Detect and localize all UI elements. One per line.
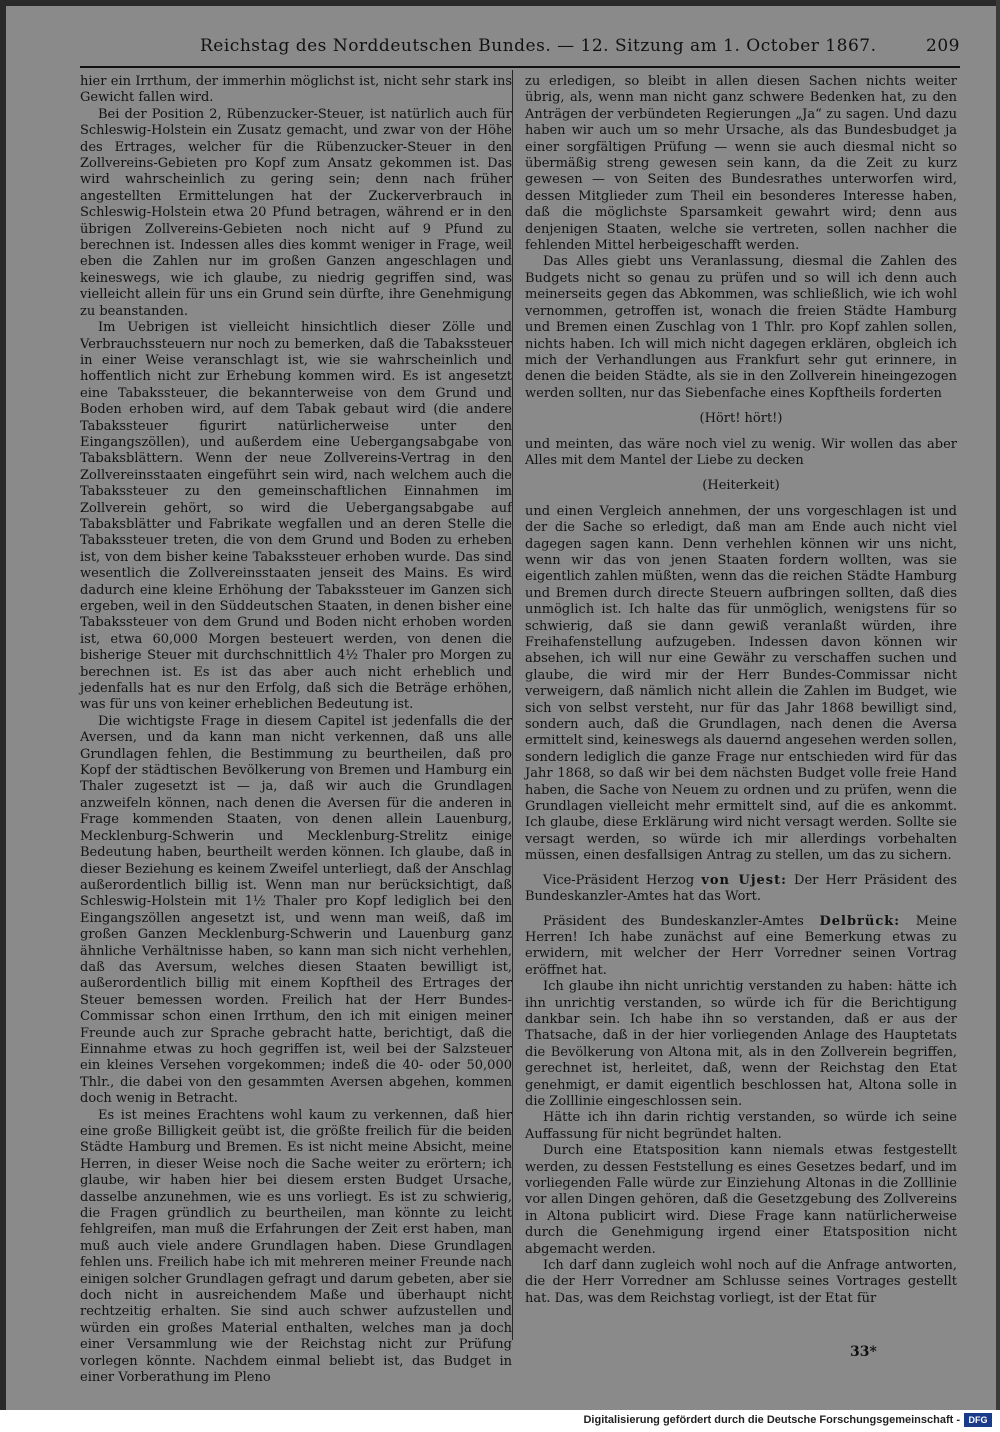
interjection: (Heiterkeit) xyxy=(702,478,780,494)
scan-edge-right xyxy=(996,0,1000,1410)
header-rule xyxy=(80,66,960,68)
paragraph: hier ein Irrthum, der immerhin möglichst ist, nicht sehr stark ins Gewicht fallen wird. xyxy=(80,74,512,106)
dfg-logo: DFG xyxy=(964,1413,992,1427)
paragraph: zu erledigen, so bleibt in allen diesen Sachen nichts weiter übrig, als, wenn man nicht ganz schwere Bedenken hat, zu den Anträgen der verbündeten Regierungen „Ja“ zu sagen. Und dazu haben wir auch um so mehr Ursache, als das Bundesbudget ja einer sorgfältigen Prüfung — wenn sie auch diesmal nicht so übermäßig streng gewesen sein kann, da die Zeit zu kurz gewesen — von Seiten des Bundesrathes unterworfen wird, dessen Mitglieder zum Theil ein besonderes Interesse haben, daß die möglichste Sparsamkeit gewahrt wird; denn aus denjenigen Staaten, welche sie vertreten, sollen nachher die fehlenden Mittel herbeigeschafft werden. xyxy=(525,74,957,254)
speech-text: Der Herr Präsident des Bundeskanzler-Amtes hat das Wort. xyxy=(525,872,958,905)
scan-edge-left xyxy=(0,0,6,1410)
running-title: Reichstag des Norddeutschen Bundes. — 12. Sitzung am 1. October 1867. xyxy=(200,36,877,56)
footer-bar xyxy=(0,1410,1000,1432)
speaker-role: Vice-Präsident Herzog xyxy=(543,872,702,888)
paragraph: Bei der Position 2, Rübenzucker-Steuer, ist natürlich auch für Schleswig-Holstein ein Zusatz gemacht, und zwar von der Höhe des Ertrages, welcher für die Rübenzucker-Steuer in den Zollvereins-Gebieten pro Kopf zum Ansatz gekommen ist. Das wird wahrscheinlich zu gering sein; denn nach früher angestellten Ermittelungen hat der Zuckerverbrauch in Schleswig-Holstein etwa 20 Pfund betragen, während er in den übrigen Zollvereins-Gebieten noch nicht auf 9 Pfund zu berechnen ist. Indessen alles dies kommt weniger in Frage, weil eben die Zahlen nur im großen Ganzen angeschlagen und keineswegs, wie ich glaube, zu niedrig gegriffen sind, was vielleicht allein für uns ein Grund sein dürfte, ihre Genehmigung zu beanstanden. xyxy=(80,106,512,319)
speaker-paragraph xyxy=(525,873,957,906)
page-number: 209 xyxy=(926,36,960,56)
paragraph: und einen Vergleich annehmen, der uns vorgeschlagen ist und der die Sache so erledigt, daß man am Ende auch nicht viel dagegen sagen kann. Denn verhehlen können wir uns nicht, wenn wir das von jenen Staaten fordern wollten, was sie eigentlich zahlen müßten, wenn das die reichen Städte Hamburg und Bremen durch directe Steuern aufbringen sollten, daß dies unmöglich ist. Ich halte das für unmöglich, wenigstens für so schwierig, daß sie dann gewiß veranlaßt würden, ihre Freihafenstellung aufzugeben. Indessen davon können wir absehen, ich will nur eine Gewähr zu verschaffen suchen und glaube, die wird mir der Herr Bundes-Commissar nicht verweigern, daß nämlich nicht allein die Zahlen im Budget, wie sich von selbst versteht, nur für das Jahr 1868 bewilligt sind, sondern auch, daß die Grundlagen, nach denen die Aversa ermittelt sind, keineswegs als dauernd angesehen werden sollen, sondern lediglich die ganze Frage nur entschieden wird für das Jahr 1868, so daß wir bei dem nächsten Budget volle freie Hand haben, die Sache von Neuem zu ordnen und zu prüfen, wenn die Grundlagen vielleicht mehr ermittelt sind, auf die es ankommt. Ich glaube, diese Erklärung wird nicht versagt werden. Sollte sie versagt werden, so würde ich mir allerdings vorbehalten müssen, einen desfallsigen Antrag zu stellen, um das zu sichern. xyxy=(525,503,957,864)
speaker-name: Delbrück: xyxy=(819,913,901,929)
page-header xyxy=(200,36,960,62)
paragraph: Die wichtigste Frage in diesem Capitel ist jedenfalls die der Aversen, und da kann man nicht verkennen, daß uns alle Grundlagen fehlen, die Bestimmung zu beurtheilen, daß pro Kopf der städtischen Bevölkerung von Bremen und Hamburg ein Thaler zugesetzt ist — ja, daß wir auch die Grundlagen anzweifeln können, nach denen die Aversen für die anderen in Frage kommenden Staaten, von denen allein Lauenburg, Mecklenburg-Schwerin und Mecklenburg-Strelitz einige Bedeutung haben, beurtheilt werden können. Ich glaube, daß in dieser Beziehung es keinem Zweifel unterliegt, daß der Anschlag außerordentlich billig ist. Wenn man nur berücksichtigt, daß Schleswig-Holstein mit 1½ Thaler pro Kopf lediglich bei den Eingangszöllen angesetzt ist, und wenn man weiß, daß im großen Ganzen Mecklenburg-Schwerin und Lauenburg ganz ähnliche Verhältnisse haben, so kann man sich nicht verhehlen, daß das Aversum, welches diesen Staaten bewilligt ist, außerordentlich billig mit einem Kopftheil des Ertrages der Steuer bemessen worden. Freilich hat der Herr Bundes-Commissar schon einen Irrthum, den ich mit einigen meiner Freunde auch zur Sprache gebracht hatte, berichtigt, daß die Einnahme etwas zu hoch gegriffen ist, weil bei der Salzsteuer ein kleines Versehen vorgekommen; indeß die 40- oder 50,000 Thlr., die dabei von den gesammten Aversen abgehen, kommen doch wenig in Betracht. xyxy=(80,713,512,1107)
paragraph: Es ist meines Erachtens wohl kaum zu verkennen, daß hier eine große Billigkeit geübt ist, die größte freilich für die beiden Städte Hamburg und Bremen. Es ist nicht meine Absicht, meine Herren, in dieser Weise noch die Sache weiter zu erörtern; ich glaube, wir haben hier bei diesem ersten Budget Ursache, dasselbe anzunehmen, wie es uns vorliegt. Es ist zu schwierig, die Fragen gründlich zu beurtheilen, man könnte zu leicht fehlgreifen, man muß die Erfahrungen der Zeit erst haben, man muß auch viele andere Grundlagen haben. Diese Grundlagen fehlen uns. Freilich habe ich mit mehreren meiner Freunde nach einigen solcher Grundlagen gefragt und darum gebeten, aber sie doch nicht in ausreichendem Maße und überhaupt nicht rechtzeitig erhalten. Sie sind auch schwer aufzustellen und würden ein großes Material enthalten, welches man ja doch einer Versammlung wie der Reichstag nicht zur Prüfung vorlegen könnte. Nachdem einmal beliebt ist, das Budget in einer Vorberathung im Pleno xyxy=(80,1107,512,1386)
speaker-name: von Ujest: xyxy=(701,872,787,888)
speech-text: Meine Herren! Ich habe zunächst auf eine Bemerkung etwas zu erwidern, mit welcher der Herr Vorredner seinen Vortrag eröffnet hat. xyxy=(525,913,957,978)
column-divider xyxy=(512,70,513,1340)
left-column xyxy=(80,74,512,1387)
funding-notice: Digitalisierung gefördert durch die Deutsche Forschungsgemeinschaft - xyxy=(583,1414,960,1426)
right-column xyxy=(525,74,957,1307)
paragraph: Ich darf dann zugleich wohl noch auf die Anfrage antworten, die der Herr Vorredner am Schlusse seines Vortrages gestellt hat. Das, was dem Reichstag vorliegt, ist der Etat für xyxy=(525,1258,957,1306)
speaker-paragraph xyxy=(525,914,957,980)
printer-signature: 33* xyxy=(850,1344,877,1360)
speaker-role: Präsident des Bundeskanzler-Amtes xyxy=(543,913,820,929)
paragraph: Durch eine Etatsposition kann niemals etwas festgestellt werden, zu dessen Feststellung es eines Gesetzes bedarf, und im vorliegenden Falle würde zur Einziehung Altonas in die Zolllinie vor allen Dingen gehören, daß die Gesetzgebung des Zollvereins in Altona publicirt wird. Diese Frage kann natürlicherweise durch die Genehmigung irgend einer Etatsposition nicht abgemacht werden. xyxy=(525,1143,957,1257)
paragraph: Im Uebrigen ist vielleicht hinsichtlich dieser Zölle und Verbrauchssteuern nur noch zu bemerken, daß die Tabakssteuer in einer Weise veranschlagt ist, wie sie wahrscheinlich und hoffentlich nicht zur Erhebung kommen wird. Es ist angesetzt eine Tabakssteuer, die bekannterweise von dem Grund und Boden erhoben wird, auf dem Tabak gebaut wird (die andere Tabakssteuer figurirt natürlicherweise unter den Eingangszöllen), und außerdem eine Uebergangsabgabe von Tabaksblättern. Wenn der neue Zollvereins-Vertrag in den Zollvereinsstaaten eingeführt sein wird, nach welchem auch die Tabakssteuer zu den gemeinschaftlichen Einnahmen im Zollverein gehört, so wird die Uebergangsabgabe auf Tabaksblätter und Fabrikate wegfallen und an deren Stelle die Tabakssteuer treten, die von dem Grund und Boden zu erheben ist, von dem bisher keine Tabakssteuer erhoben wurde. Das sind wesentlich die Zollvereinsstaaten jenseit des Mains. Es wird dadurch eine kleine Erhöhung der Tabakssteuer im Ganzen sich ergeben, weil in den Süddeutschen Staaten, in denen bisher eine Tabakssteuer von dem Grund und Boden nicht erhoben worden ist, etwa 60,000 Morgen besteuert werden, von denen die bisherige Steuer mit durchschnittlich 4½ Thaler pro Morgen zu berechnen ist. Es ist das aber auch nicht erheblich und jedenfalls hat es nur den Erfolg, daß sich die Beträge erhöhen, was für uns von keiner erheblichen Bedeutung ist. xyxy=(80,320,512,713)
interjection: (Hört! hört!) xyxy=(699,411,783,427)
paragraph: Hätte ich ihn darin richtig verstanden, so würde ich seine Auffassung für nicht begründet halten. xyxy=(525,1110,957,1142)
paragraph: Das Alles giebt uns Veranlassung, diesmal die Zahlen des Budgets nicht so genau zu prüfen und so will ich denn auch meinerseits gegen das Abkommen, was schließlich, wie ich wohl vernommen, getroffen ist, wonach die freien Städte Hamburg und Bremen einen Zuschlag von 1 Thlr. pro Kopf zahlen sollen, nichts haben. Ich will mich nicht dagegen erklären, obgleich ich mich der Verhandlungen aus Frankfurt sehr gut erinnere, in denen die beiden Städte, als sie in den Zollverein hineingezogen werden sollten, nur das Siebenfache eines Kopftheils forderten xyxy=(525,254,957,401)
paragraph: und meinten, das wäre noch viel zu wenig. Wir wollen das aber Alles mit dem Mantel der Liebe zu decken xyxy=(525,436,957,468)
scan-edge-top xyxy=(0,0,1000,6)
paragraph: Ich glaube ihn nicht unrichtig verstanden zu haben: hätte ich ihn unrichtig verstanden, so würde ich für die Berichtigung dankbar sein. Ich habe ihn so verstanden, daß er aus der Thatsache, daß in der hier vorliegenden Anlage des Hauptetats die Bevölkerung von Altona mit, als in den Zollverein begriffen, gerechnet ist, herleitet, daß, wenn der Reichstag den Etat genehmigt, er damit eigentlich beschlossen hat, Altona solle in die Zolllinie eingeschlossen sein. xyxy=(525,979,957,1109)
